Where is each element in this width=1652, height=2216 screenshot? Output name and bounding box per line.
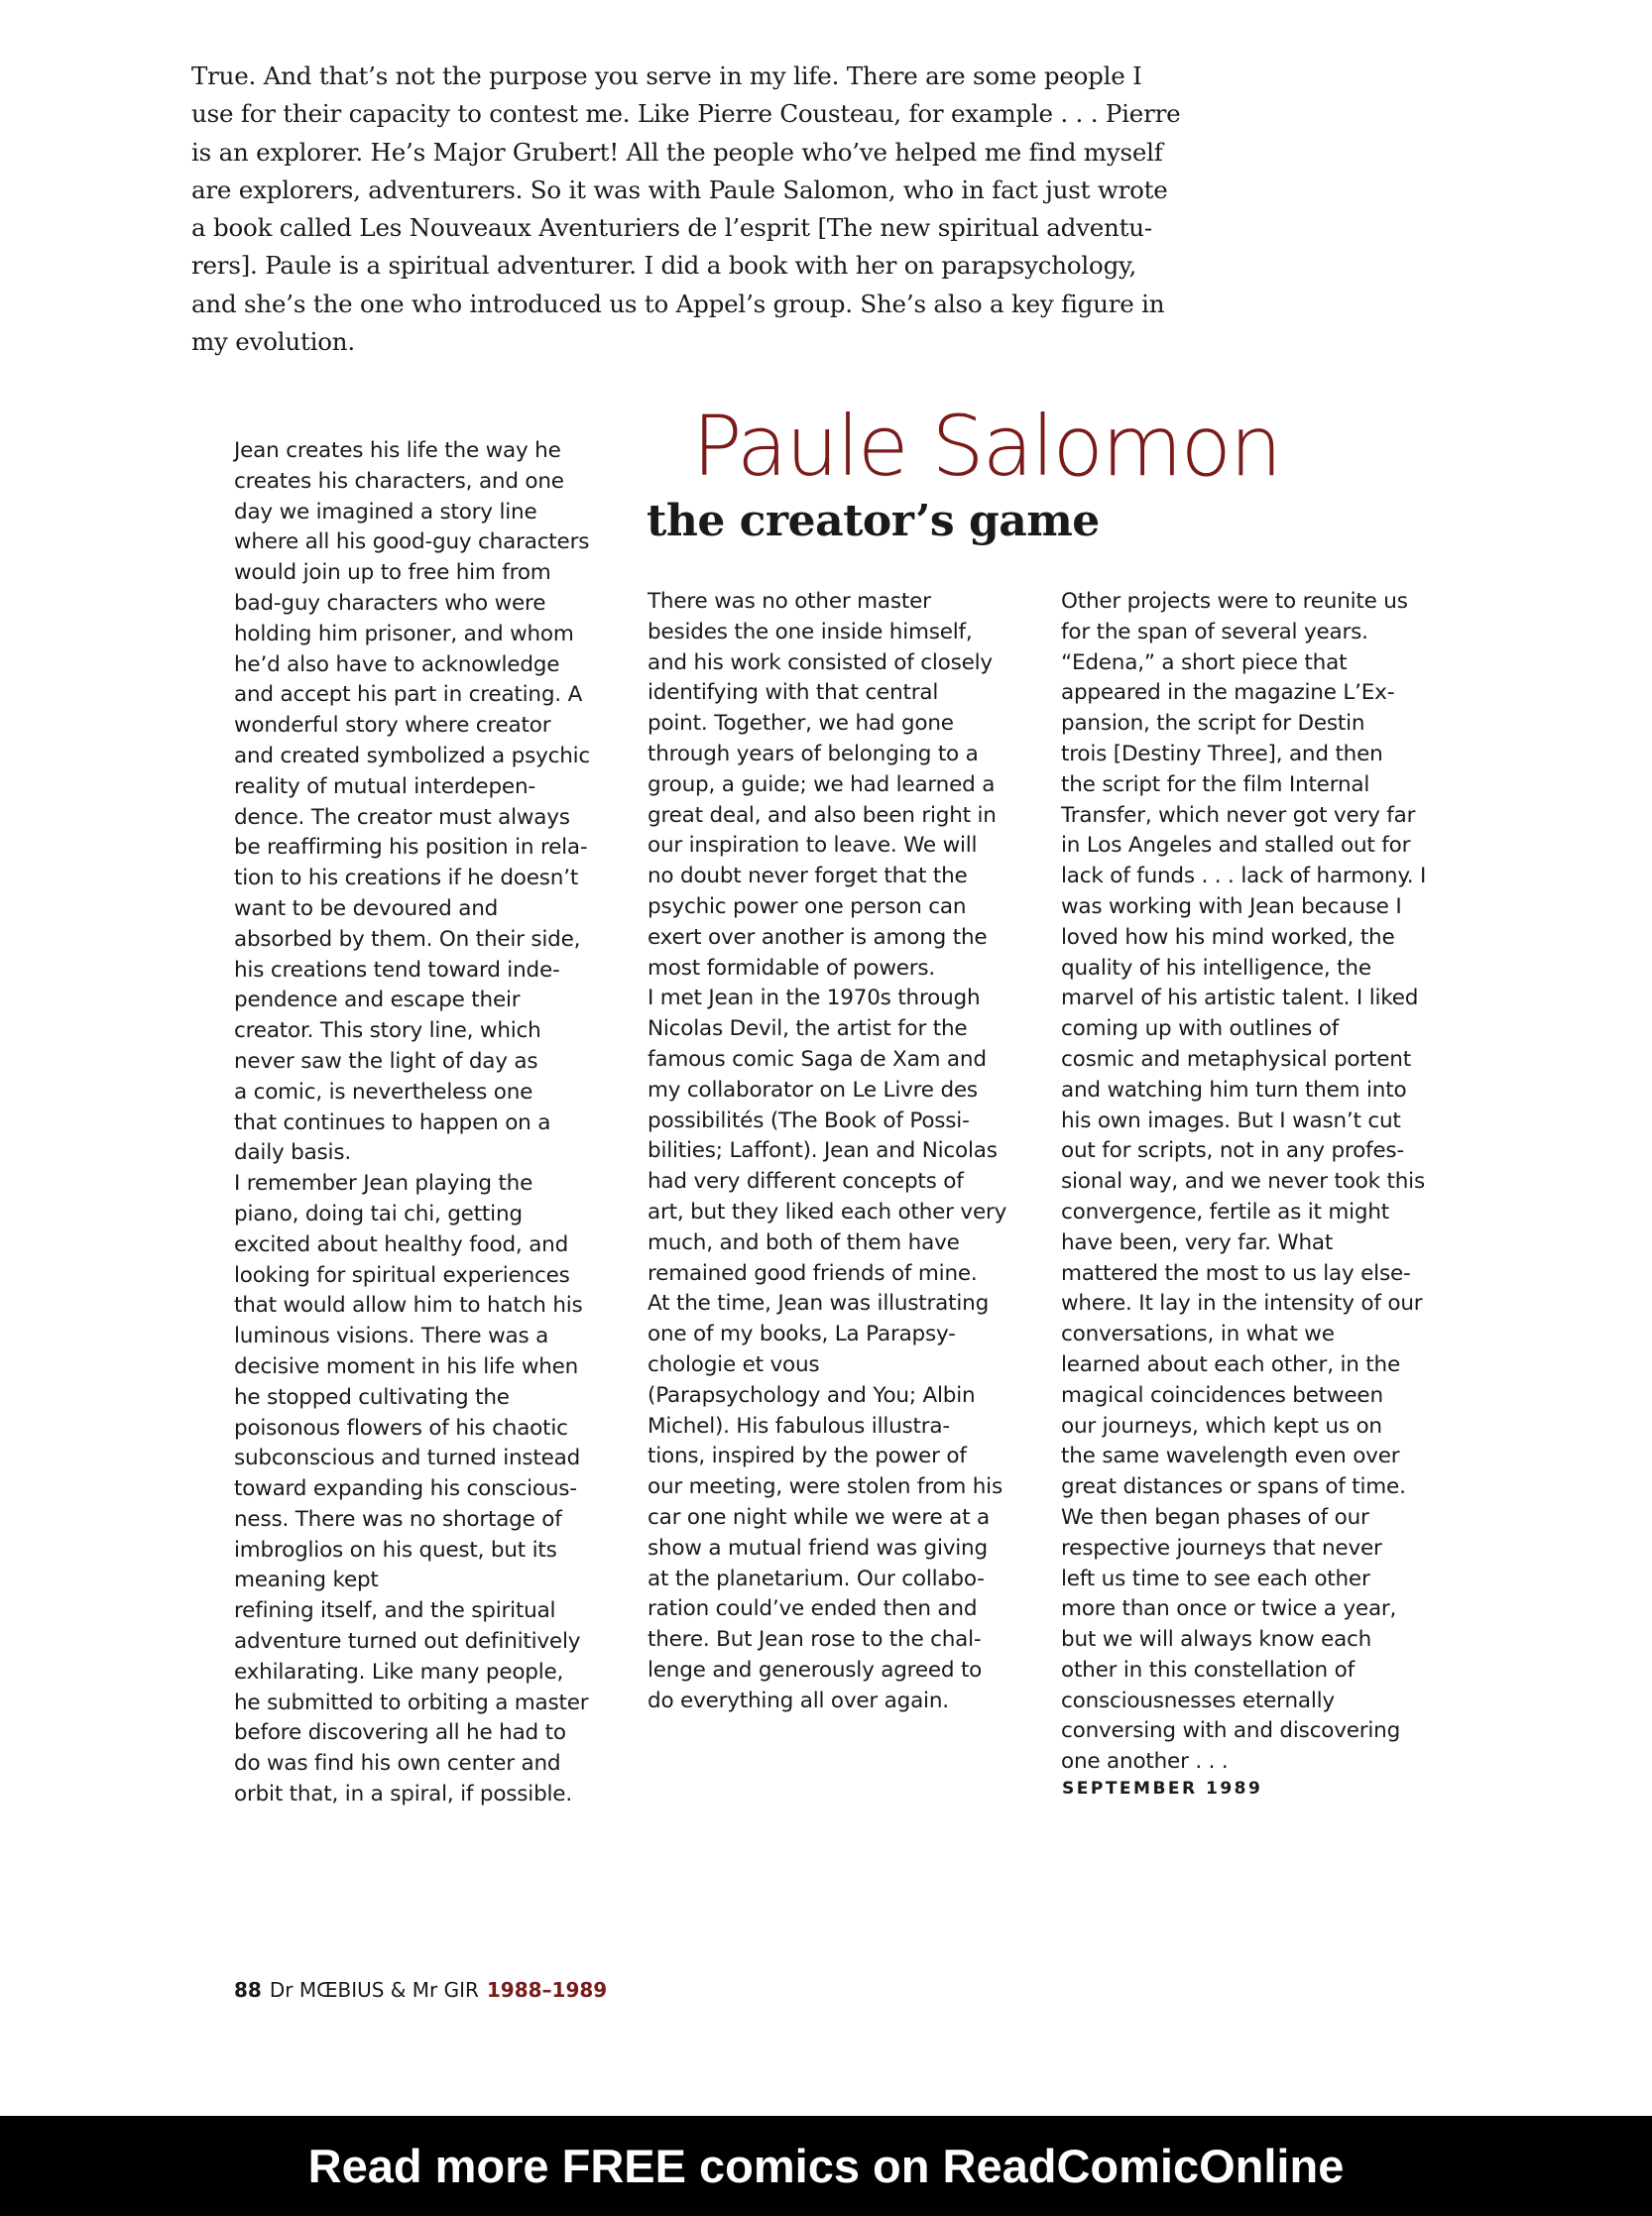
article-column-1: Jean creates his life the way he creates his characters, and one day we imagined a story line where all his good-guy characters would join up to free him from bad-guy characters who were holding him prisoner, and whom he’d also have to acknowledge and accept his part in creating. A wonderful story where creator and created symbolized a psychic reality of mutual interdepen- dence. The creator must always be reaffirming his position in rela- tion to his creations if he doesn’t want to be devoured and absorbed by them. On their side, his creations tend toward inde- pendence and escape their creator. This story line, which never saw the light of day as a comic, is nevertheless one that continues to happen on a daily basis. I remember Jean playing the piano, doing tai chi, getting excited about healthy food, and looking for spiritual experiences that would allow him to hatch his luminous visions. There was a decisive moment in his life when he stopped cultivating the poisonous flowers of his chaotic subconscious and turned instead toward expanding his conscious- ness. There was no shortage of imbroglios on his quest, but its meaning kept refining itself, and the spiritual adventure turned out definitively exhilarating. Like many people, he submitted to orbiting a master before discovering all he had to do was find his own center and orbit that, in a spiral, if possible. [234, 438, 591, 1808]
intro-paragraph: True. And that’s not the purpose you serve in my life. There are some people I use for their capacity to contest me. Like Pierre Cousteau, for example . . . Pierre is an explorer. He’s Major Grubert! All the people who’ve helped me find myself are explorers, adventurers. So it was with Paule Salomon, who in fact just wrote a book called Les Nouveaux Aventuriers de l’esprit [The new spiritual adventu- rers]. Paule is a spiritual adventurer. I did a book with her on parapsychology, and she’s the one who introduced us to Appel’s group. She’s also a key figure in my evolution. [191, 61, 1181, 357]
article-title: Paule Salomon [692, 398, 1281, 495]
article-dateline: SEPTEMBER 1989 [1062, 1779, 1263, 1799]
promo-banner: Read more FREE comics on ReadComicOnline [0, 2116, 1652, 2216]
page-footer [234, 1978, 607, 2002]
article-column-3: Other projects were to reunite us for the span of several years. “Edena,” a short piece that appeared in the magazine L’Ex- pansion, the script for Destin trois [Destiny Three], and then the script for the film Internal Transfer, which never got very far in Los Angeles and stalled out for lack of funds . . . lack of harmony. I was working with Jean because I loved how his mind worked, the quality of his intelligence, the marvel of his artistic talent. I liked coming up with outlines of cosmic and metaphysical portent and watching him turn them into his own images. But I wasn’t cut out for scripts, not in any profes- sional way, and we never took this convergence, fertile as it might have been, very far. What mattered the most to us lay else- where. It lay in the intensity of our conversations, in what we learned about each other, in the magical coincidences between our journeys, which kept us on the same wavelength even over great distances or spans of time. We then began phases of our respective journeys that never left us time to see each other more than once or twice a year, but we will always know each other in this constellation of consciousnesses eternally conversing with and discovering one another . . . [1061, 589, 1427, 1775]
page-number: 88 [234, 1978, 262, 2002]
article-subtitle: the creator’s game [647, 496, 1100, 546]
chapter-years: 1988–1989 [486, 1978, 608, 2002]
article-column-2: There was no other master besides the one inside himself, and his work consisted of closely identifying with that central point. Together, we had gone through years of belonging to a group, a guide; we had learned a great deal, and also been right in our inspiration to leave. We will no doubt never forget that the psychic power one person can exert over another is among the most formidable of powers. I met Jean in the 1970s through Nicolas Devil, the artist for the famous comic Saga de Xam and my collaborator on Le Livre des possibilités (The Book of Possi- bilities; Laffont). Jean and Nicolas had very different concepts of art, but they liked each other very much, and both of them have remained good friends of mine. At the time, Jean was illustrating one of my books, La Parapsy- chologie et vous (Parapsychology and You; Albin Michel). His fabulous illustra- tions, inspired by the power of our meeting, were stolen from his car one night while we were at a show a mutual friend was giving at the planetarium. Our collabo- ration could’ve ended then and there. But Jean rose to the chal- lenge and generously agreed to do everything all over again. [648, 589, 1007, 1713]
book-title: Dr MŒBIUS & Mr GIR [269, 1978, 479, 2002]
